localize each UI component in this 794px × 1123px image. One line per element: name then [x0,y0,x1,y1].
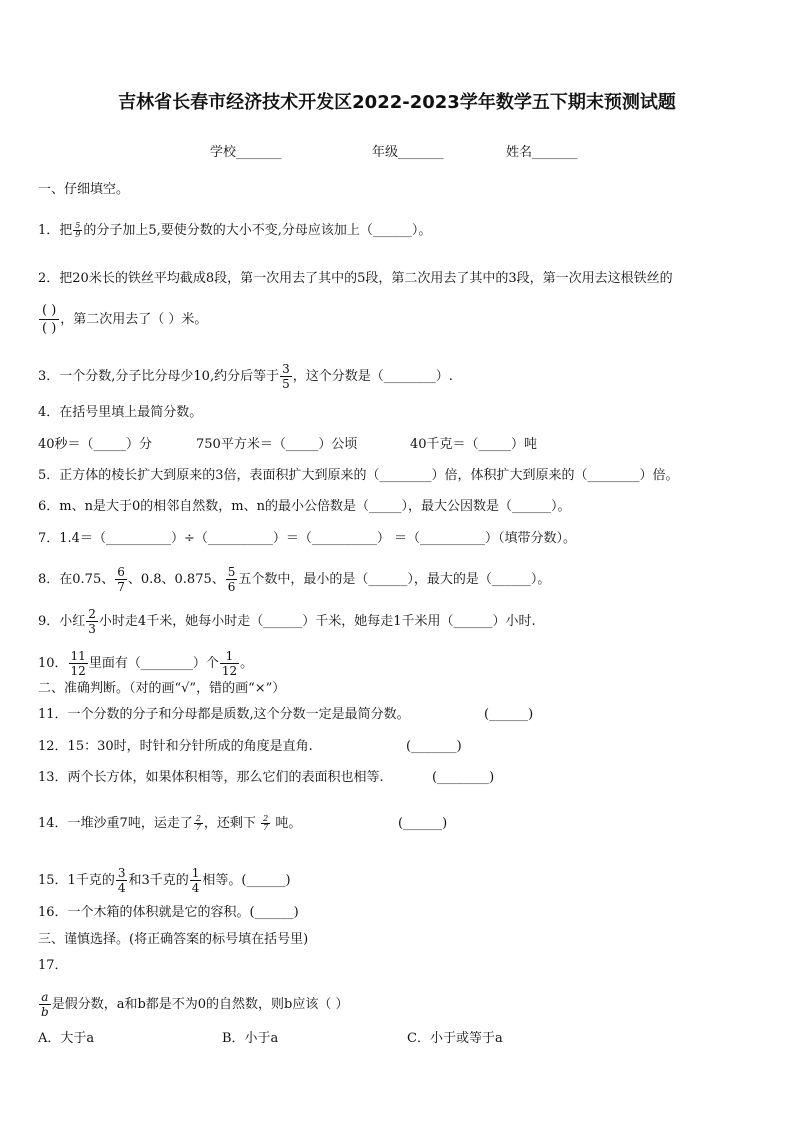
question-1: 1．把 $\frac{5}{9}$ 的分子加上5,要使分数的大小不变,分母应该加上（______）。 [38,221,432,239]
fraction-2-7-b: $\frac{2}{7}$ [263,814,269,832]
section-1-heading: 一、仔细填空。 [38,182,130,197]
name-field: 姓名_______ [506,145,578,160]
question-6: 6．m、n是大于0的相邻自然数，m、n的最小公倍数是（_____），最大公因数是（______）。 [38,499,571,514]
question-3: 3．一个分数,分子比分母少10,约分后等于 $\frac{3}{5}$ ，这个分数是（________）. [38,362,453,391]
question-2-line1: 2．把20米长的铁丝平均截成8段，第一次用去了其中的5段，第二次用去了其中的3段，第一次用去这根铁丝的 [38,271,673,286]
question-17: $\frac{a}{b}$ 是假分数，a和b都是不为0的自然数，则b应该（ ） [41,990,349,1019]
question-8: 8．在0.75、 $\frac{6}{7}$ 、0.8、0.875、 $\frac{5}{6}$ 五个数中，最小的是（______），最大的是（______）。 [38,565,551,594]
question-4a: 40秒＝（_____）分 [38,437,153,452]
fraction-blank: ( ) ( ) [39,302,59,337]
question-2-line2: ( ) ( ) ，第二次用去了（ ）米。 [38,302,207,337]
option-b: B．小于a [222,1031,279,1046]
fraction-2-3: $\frac{2}{3}$ [88,607,96,636]
question-4b: 750平方米＝（_____）公顷 [196,437,358,452]
question-12-blank: (_______) [406,739,462,754]
page-title: 吉林省长春市经济技术开发区2022-2023学年数学五下期末预测试题 [118,92,676,113]
question-14: 14．一堆沙重7吨，运走了 $\frac{2}{7}$ ，还剩下 $\frac{2}{7}$ 吨。 [38,814,302,832]
question-17-number: 17． [38,958,68,973]
question-15: 15．1千克的 $\frac{3}{4}$ 和3千克的 $\frac{1}{4}$ 相等。(______) [38,866,291,895]
fraction-1-12: $\frac{1}{12}$ [221,649,238,678]
question-12: 12．15：30时，时针和分针所成的角度是直角. [38,739,313,754]
fraction-2-7-a: $\frac{2}{7}$ [195,814,201,832]
question-7: 7．1.4＝（__________）÷（__________）＝（__________） ＝（__________）（填带分数）。 [38,531,576,546]
section-2-heading: 二、准确判断。（对的画“√”，错的画“×”） [38,681,286,696]
question-13: 13．两个长方体，如果体积相等，那么它们的表面积也相等. [38,770,384,785]
fraction-3-4: $\frac{3}{4}$ [117,866,126,895]
fraction-3-5: $\frac{3}{5}$ [282,362,290,391]
question-13-blank: (________) [432,770,495,785]
grade-field: 年级_______ [372,145,444,160]
question-11-blank: (______) [484,707,534,722]
question-11: 11．一个分数的分子和分母都是质数,这个分数一定是最简分数。 [38,707,410,722]
question-4-title: 4．在括号里填上最简分数。 [38,405,203,420]
option-a: A．大于a [38,1031,95,1046]
fraction-6-7: $\frac{6}{7}$ [117,565,125,594]
question-9: 9．小红 $\frac{2}{3}$ 小时走4千米，她每小时走（______）千米，她每走1千米用（______）小时. [38,607,536,636]
fraction-5-9: $\frac{5}{9}$ [75,221,81,239]
fraction-11-12: $\frac{11}{12}$ [70,649,86,678]
question-5: 5．正方体的棱长扩大到原来的3倍，表面积扩大到原来的（________）倍，体积扩大到原来的（________）倍。 [38,468,679,483]
question-4c: 40千克＝（_____）吨 [410,437,538,452]
fraction-1-4: $\frac{1}{4}$ [191,866,200,895]
fraction-a-b: $\frac{a}{b}$ [41,990,49,1019]
question-14-blank: (______) [398,816,448,831]
fraction-5-6: $\frac{5}{6}$ [227,565,236,594]
section-3-heading: 三、谨慎选择。(将正确答案的标号填在括号里) [38,932,309,947]
question-16: 16．一个木箱的体积就是它的容积。(______) [38,905,299,920]
school-field: 学校_______ [210,145,282,160]
option-c: C．小于或等于a [407,1031,503,1046]
question-10: 10． $\frac{11}{12}$ 里面有（________）个 $\frac{1}{12}$ 。 [38,649,254,678]
